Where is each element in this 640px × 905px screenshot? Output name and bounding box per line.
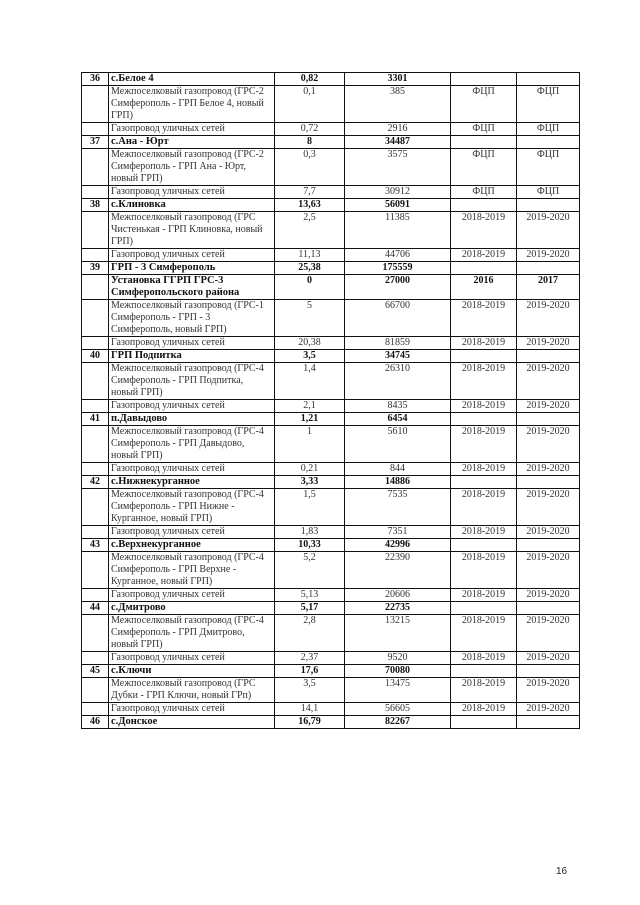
cost-cell: 3301 (345, 73, 451, 86)
end-year-cell: 2019-2020 (517, 300, 580, 337)
length-cell: 0,3 (275, 149, 345, 186)
start-year-cell (451, 602, 517, 615)
row-number-cell (82, 426, 109, 463)
row-number-cell (82, 149, 109, 186)
pipeline-row (82, 300, 580, 337)
cost-cell: 14886 (345, 476, 451, 489)
row-number-cell: 40 (82, 350, 109, 363)
cost-cell: 9520 (345, 652, 451, 665)
cost-cell: 30912 (345, 186, 451, 199)
cost-cell: 66700 (345, 300, 451, 337)
row-number-cell: 44 (82, 602, 109, 615)
cost-cell: 8435 (345, 400, 451, 413)
length-cell: 7,7 (275, 186, 345, 199)
length-cell: 13,63 (275, 199, 345, 212)
settlement-row (82, 602, 580, 615)
length-cell: 2,8 (275, 615, 345, 652)
row-number-cell (82, 703, 109, 716)
pipeline-row (82, 149, 580, 186)
length-cell: 11,13 (275, 249, 345, 262)
name-cell: Газопровод уличных сетей (109, 652, 275, 665)
length-cell: 2,1 (275, 400, 345, 413)
name-cell: Газопровод уличных сетей (109, 123, 275, 136)
start-year-cell: 2018-2019 (451, 652, 517, 665)
start-year-cell: ФЦП (451, 86, 517, 123)
start-year-cell (451, 716, 517, 729)
pipeline-row (82, 186, 580, 199)
start-year-cell (451, 476, 517, 489)
end-year-cell: ФЦП (517, 149, 580, 186)
end-year-cell: 2019-2020 (517, 652, 580, 665)
length-cell: 17,6 (275, 665, 345, 678)
row-number-cell: 39 (82, 262, 109, 275)
pipeline-row (82, 615, 580, 652)
length-cell: 0,1 (275, 86, 345, 123)
cost-cell: 11385 (345, 212, 451, 249)
start-year-cell (451, 539, 517, 552)
length-cell: 0,72 (275, 123, 345, 136)
row-number-cell: 46 (82, 716, 109, 729)
row-number-cell (82, 526, 109, 539)
row-number-cell (82, 186, 109, 199)
end-year-cell: 2019-2020 (517, 337, 580, 350)
gas-pipeline-table (81, 72, 580, 729)
row-number-cell: 36 (82, 73, 109, 86)
end-year-cell: 2019-2020 (517, 678, 580, 703)
start-year-cell (451, 73, 517, 86)
start-year-cell: 2018-2019 (451, 463, 517, 476)
length-cell: 5 (275, 300, 345, 337)
settlement-row (82, 665, 580, 678)
end-year-cell: 2019-2020 (517, 615, 580, 652)
length-cell: 25,38 (275, 262, 345, 275)
name-cell: Межпоселковый газопровод (ГРС-4 Симферополь - ГРП Подпитка, новый ГРП) (109, 363, 275, 400)
cost-cell: 27000 (345, 275, 451, 300)
start-year-cell: 2018-2019 (451, 300, 517, 337)
name-cell: Газопровод уличных сетей (109, 400, 275, 413)
start-year-cell: ФЦП (451, 123, 517, 136)
start-year-cell (451, 262, 517, 275)
start-year-cell: 2018-2019 (451, 337, 517, 350)
settlement-row (82, 716, 580, 729)
row-number-cell (82, 123, 109, 136)
settlement-row (82, 73, 580, 86)
name-cell: Межпоселковый газопровод (ГРС-4 Симферополь - ГРП Дмитрово, новый ГРП) (109, 615, 275, 652)
row-number-cell (82, 337, 109, 350)
end-year-cell (517, 413, 580, 426)
end-year-cell (517, 665, 580, 678)
start-year-cell (451, 136, 517, 149)
row-number-cell (82, 300, 109, 337)
length-cell: 3,5 (275, 678, 345, 703)
start-year-cell: 2018-2019 (451, 400, 517, 413)
end-year-cell: 2019-2020 (517, 249, 580, 262)
row-number-cell: 45 (82, 665, 109, 678)
start-year-cell: 2018-2019 (451, 426, 517, 463)
name-cell: Газопровод уличных сетей (109, 526, 275, 539)
length-cell: 0,82 (275, 73, 345, 86)
length-cell: 1,21 (275, 413, 345, 426)
start-year-cell: 2018-2019 (451, 678, 517, 703)
length-cell: 16,79 (275, 716, 345, 729)
cost-cell: 2916 (345, 123, 451, 136)
length-cell: 3,5 (275, 350, 345, 363)
row-number-cell (82, 552, 109, 589)
end-year-cell: 2019-2020 (517, 703, 580, 716)
end-year-cell (517, 602, 580, 615)
name-cell: Межпоселковый газопровод (ГРС-1 Симферополь - ГРП - 3 Симферополь, новый ГРП) (109, 300, 275, 337)
start-year-cell: 2018-2019 (451, 615, 517, 652)
pipeline-row (82, 337, 580, 350)
name-cell: ГРП Подпитка (109, 350, 275, 363)
pipeline-row (82, 589, 580, 602)
name-cell: с.Дмитрово (109, 602, 275, 615)
settlement-row (82, 476, 580, 489)
end-year-cell: 2019-2020 (517, 212, 580, 249)
settlement-row (82, 199, 580, 212)
cost-cell: 13475 (345, 678, 451, 703)
start-year-cell: ФЦП (451, 186, 517, 199)
pipeline-row (82, 400, 580, 413)
table-body (82, 73, 580, 729)
cost-cell: 70080 (345, 665, 451, 678)
end-year-cell (517, 199, 580, 212)
start-year-cell: 2018-2019 (451, 249, 517, 262)
start-year-cell: ФЦП (451, 149, 517, 186)
pipeline-row (82, 703, 580, 716)
pipeline-row (82, 489, 580, 526)
end-year-cell: 2019-2020 (517, 589, 580, 602)
start-year-cell (451, 350, 517, 363)
row-number-cell (82, 589, 109, 602)
start-year-cell (451, 413, 517, 426)
cost-cell: 7535 (345, 489, 451, 526)
pipeline-row (82, 426, 580, 463)
settlement-row (82, 262, 580, 275)
cost-cell: 26310 (345, 363, 451, 400)
pipeline-row (82, 652, 580, 665)
pipeline-row (82, 123, 580, 136)
name-cell: с.Клиновка (109, 199, 275, 212)
cost-cell: 844 (345, 463, 451, 476)
end-year-cell: ФЦП (517, 186, 580, 199)
start-year-cell: 2016 (451, 275, 517, 300)
name-cell: Межпоселковый газопровод (ГРС-2 Симферополь - ГРП Белое 4, новый ГРП) (109, 86, 275, 123)
length-cell: 0 (275, 275, 345, 300)
name-cell: Межпоселковый газопровод (ГРС Дубки - ГРП Ключи, новый ГРп) (109, 678, 275, 703)
name-cell: с.Белое 4 (109, 73, 275, 86)
start-year-cell (451, 199, 517, 212)
name-cell: Газопровод уличных сетей (109, 589, 275, 602)
end-year-cell: 2019-2020 (517, 552, 580, 589)
cost-cell: 34745 (345, 350, 451, 363)
cost-cell: 82267 (345, 716, 451, 729)
end-year-cell (517, 136, 580, 149)
end-year-cell: 2019-2020 (517, 363, 580, 400)
name-cell: Межпоселковый газопровод (ГРС-4 Симферополь - ГРП Нижне - Курганное, новый ГРП) (109, 489, 275, 526)
end-year-cell: 2019-2020 (517, 526, 580, 539)
cost-cell: 81859 (345, 337, 451, 350)
name-cell: с.Ана - Юрт (109, 136, 275, 149)
end-year-cell (517, 350, 580, 363)
length-cell: 5,17 (275, 602, 345, 615)
name-cell: Межпоселковый газопровод (ГРС-4 Симферополь - ГРП Давыдово, новый ГРП) (109, 426, 275, 463)
name-cell: Газопровод уличных сетей (109, 186, 275, 199)
end-year-cell (517, 716, 580, 729)
settlement-row (82, 350, 580, 363)
cost-cell: 42996 (345, 539, 451, 552)
name-cell: п.Давыдово (109, 413, 275, 426)
cost-cell: 6454 (345, 413, 451, 426)
cost-cell: 22390 (345, 552, 451, 589)
length-cell: 5,2 (275, 552, 345, 589)
length-cell: 1,5 (275, 489, 345, 526)
cost-cell: 44706 (345, 249, 451, 262)
settlement-row (82, 136, 580, 149)
cost-cell: 385 (345, 86, 451, 123)
row-number-cell (82, 249, 109, 262)
cost-cell: 56605 (345, 703, 451, 716)
start-year-cell: 2018-2019 (451, 552, 517, 589)
end-year-cell: ФЦП (517, 86, 580, 123)
end-year-cell (517, 539, 580, 552)
row-number-cell (82, 363, 109, 400)
length-cell: 8 (275, 136, 345, 149)
length-cell: 3,33 (275, 476, 345, 489)
row-number-cell: 37 (82, 136, 109, 149)
length-cell: 2,37 (275, 652, 345, 665)
name-cell: с.Верхнекурганное (109, 539, 275, 552)
row-number-cell (82, 678, 109, 703)
cost-cell: 56091 (345, 199, 451, 212)
cost-cell: 20606 (345, 589, 451, 602)
name-cell: Межпоселковый газопровод (ГРС-2 Симферополь - ГРП Ана - Юрт, новый ГРП) (109, 149, 275, 186)
start-year-cell: 2018-2019 (451, 703, 517, 716)
pipeline-row (82, 363, 580, 400)
row-number-cell (82, 652, 109, 665)
row-number-cell (82, 463, 109, 476)
end-year-cell (517, 476, 580, 489)
row-number-cell: 38 (82, 199, 109, 212)
pipeline-row (82, 463, 580, 476)
cost-cell: 22735 (345, 602, 451, 615)
length-cell: 1,83 (275, 526, 345, 539)
name-cell: Межпоселковый газопровод (ГРС Чистенькая - ГРП Клиновка, новый ГРП) (109, 212, 275, 249)
row-number-cell (82, 86, 109, 123)
end-year-cell: ФЦП (517, 123, 580, 136)
pipeline-row (82, 86, 580, 123)
name-cell: Газопровод уличных сетей (109, 249, 275, 262)
name-cell: Газопровод уличных сетей (109, 703, 275, 716)
settlement-row (82, 539, 580, 552)
pipeline-row (82, 678, 580, 703)
pipeline-row (82, 526, 580, 539)
end-year-cell: 2019-2020 (517, 426, 580, 463)
length-cell: 1 (275, 426, 345, 463)
end-year-cell: 2019-2020 (517, 489, 580, 526)
start-year-cell (451, 665, 517, 678)
cost-cell: 175559 (345, 262, 451, 275)
cost-cell: 7351 (345, 526, 451, 539)
row-number-cell: 41 (82, 413, 109, 426)
name-cell: Газопровод уличных сетей (109, 337, 275, 350)
length-cell: 0,21 (275, 463, 345, 476)
end-year-cell (517, 262, 580, 275)
start-year-cell: 2018-2019 (451, 363, 517, 400)
start-year-cell: 2018-2019 (451, 589, 517, 602)
row-number-cell (82, 275, 109, 300)
name-cell: ГРП - 3 Симферополь (109, 262, 275, 275)
name-cell: Установка ГГРП ГРС-3 Симферопольского района (109, 275, 275, 300)
end-year-cell (517, 73, 580, 86)
cost-cell: 5610 (345, 426, 451, 463)
row-number-cell: 42 (82, 476, 109, 489)
cost-cell: 3575 (345, 149, 451, 186)
row-number-cell: 43 (82, 539, 109, 552)
length-cell: 20,38 (275, 337, 345, 350)
start-year-cell: 2018-2019 (451, 526, 517, 539)
settlement-row (82, 413, 580, 426)
name-cell: с.Донское (109, 716, 275, 729)
row-number-cell (82, 489, 109, 526)
pipeline-row (82, 552, 580, 589)
end-year-cell: 2017 (517, 275, 580, 300)
row-number-cell (82, 212, 109, 249)
settlement-row (82, 275, 580, 300)
end-year-cell: 2019-2020 (517, 400, 580, 413)
cost-cell: 13215 (345, 615, 451, 652)
end-year-cell: 2019-2020 (517, 463, 580, 476)
length-cell: 1,4 (275, 363, 345, 400)
name-cell: Межпоселковый газопровод (ГРС-4 Симферополь - ГРП Верхне - Курганное, новый ГРП) (109, 552, 275, 589)
page-number: 16 (556, 866, 568, 877)
pipeline-row (82, 212, 580, 249)
length-cell: 5,13 (275, 589, 345, 602)
start-year-cell: 2018-2019 (451, 489, 517, 526)
name-cell: Газопровод уличных сетей (109, 463, 275, 476)
length-cell: 14,1 (275, 703, 345, 716)
name-cell: с.Ключи (109, 665, 275, 678)
start-year-cell: 2018-2019 (451, 212, 517, 249)
row-number-cell (82, 400, 109, 413)
cost-cell: 34487 (345, 136, 451, 149)
pipeline-row (82, 249, 580, 262)
row-number-cell (82, 615, 109, 652)
name-cell: с.Нижнекурганное (109, 476, 275, 489)
length-cell: 2,5 (275, 212, 345, 249)
length-cell: 10,33 (275, 539, 345, 552)
